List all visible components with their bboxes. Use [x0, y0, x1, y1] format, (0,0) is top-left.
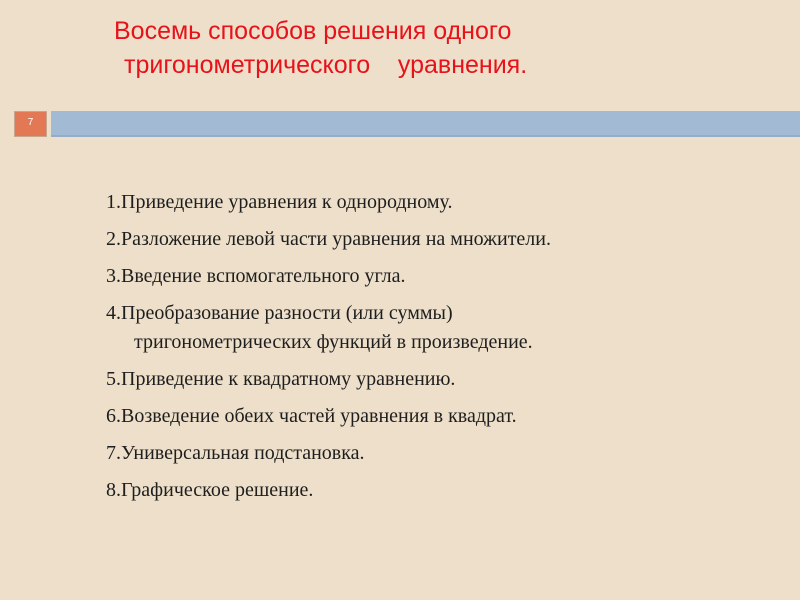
- list-item-text: 8.Графическое решение.: [106, 479, 314, 501]
- slide-number-box: [14, 111, 47, 137]
- list-item: [106, 262, 786, 291]
- slide-number: 7: [27, 117, 34, 128]
- list-item-text: 4.Преобразование разности (или суммы): [106, 302, 453, 324]
- list-item: [106, 439, 786, 468]
- rule-bar: [51, 111, 800, 137]
- rule-bar-shadow: [51, 135, 800, 137]
- list-item: [106, 188, 786, 217]
- slide-title: [100, 14, 720, 82]
- list-item-continuation: тригонометрических функций в произведение.: [134, 331, 533, 353]
- list-item-text: 5.Приведение к квадратному уравнению.: [106, 368, 456, 390]
- list-item-text: 1.Приведение уравнения к однородному.: [106, 191, 453, 213]
- list-item-text: 3.Введение вспомогательного угла.: [106, 265, 406, 287]
- list-item: [106, 402, 786, 431]
- list-item: [106, 476, 786, 505]
- list-item-text: 7.Универсальная подстановка.: [106, 442, 365, 464]
- slide-title-line-2: тригонометрического уравнения.: [124, 51, 528, 79]
- list-item-text: 6.Возведение обеих частей уравнения в квадрат.: [106, 405, 517, 427]
- list-item-text: 2.Разложение левой части уравнения на множители.: [106, 228, 551, 250]
- list-item: [106, 365, 786, 394]
- list-item: [106, 299, 786, 357]
- methods-list: [106, 188, 786, 513]
- header-rule: [0, 111, 800, 137]
- slide-title-line-1: Восемь способов решения одного: [114, 17, 512, 45]
- list-item: [106, 225, 786, 254]
